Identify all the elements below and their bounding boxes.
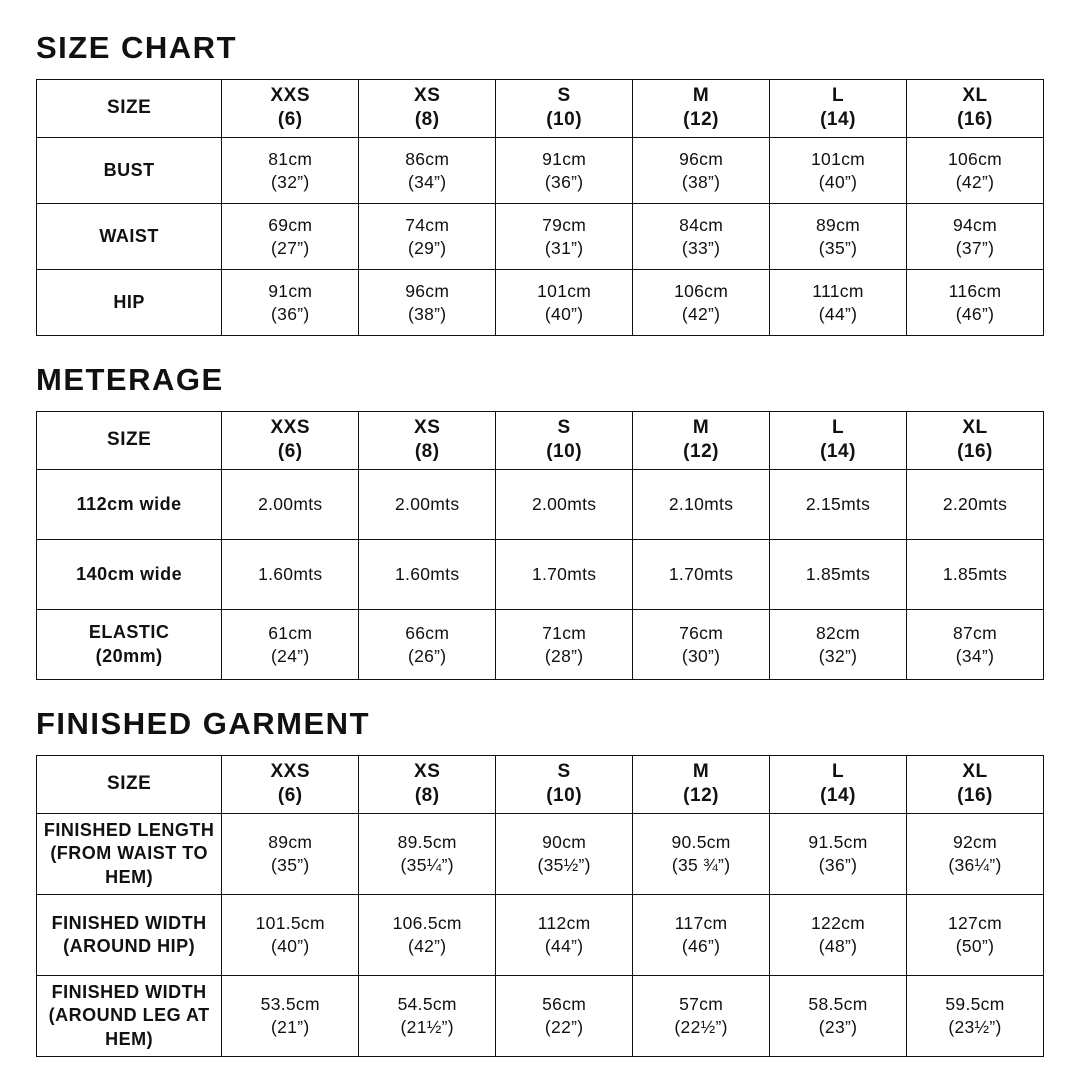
value-text: 111cm: [812, 280, 864, 301]
size-column-header-cell: [496, 411, 633, 469]
row-label-cell: [37, 470, 222, 540]
value-text: (23½”): [948, 1017, 1002, 1038]
value-cell: [496, 138, 633, 204]
value-text: (21½”): [400, 1017, 454, 1038]
value-text: 1.70mts: [531, 564, 597, 585]
size-chart-section: [36, 30, 1044, 336]
size-column-header-cell: [770, 411, 907, 469]
value-cell: [633, 470, 770, 540]
row-label-cell: [37, 138, 222, 204]
value-cell: [633, 138, 770, 204]
value-text: 53.5cm: [260, 994, 320, 1015]
value-text: (27”): [271, 237, 310, 258]
value-cell: [770, 814, 907, 895]
value-text: 76cm: [679, 622, 724, 643]
value-text: (50”): [955, 936, 995, 957]
value-cell: [359, 138, 496, 204]
value-text: 57cm: [679, 994, 724, 1015]
size-corner-header-cell: [37, 79, 222, 137]
value-cell: [633, 270, 770, 336]
value-text: (46”): [681, 936, 721, 957]
header-text: L: [831, 416, 845, 438]
size-column-header-cell: [359, 79, 496, 137]
header-row: [37, 755, 1044, 813]
value-text: (32”): [271, 171, 310, 192]
header-text: (14): [820, 785, 856, 807]
size-column-header-cell: [496, 755, 633, 813]
value-text: 89.5cm: [397, 832, 457, 853]
finished-garment-table: [36, 755, 1044, 1057]
value-text: (35”): [818, 237, 858, 258]
value-cell: [906, 895, 1043, 976]
value-text: 58.5cm: [808, 994, 868, 1015]
value-cell: [222, 976, 359, 1057]
header-text: SIZE: [107, 429, 152, 450]
value-text: (40”): [544, 303, 584, 324]
header-text: (10): [546, 785, 583, 807]
value-text: (26”): [407, 645, 447, 666]
value-cell: [359, 204, 496, 270]
value-text: (38”): [681, 171, 721, 192]
value-text: 1.85mts: [942, 564, 1008, 585]
size-chart-table: [36, 79, 1044, 336]
table-row: [37, 895, 1044, 976]
row-label-cell: [37, 895, 222, 976]
value-text: 106cm: [674, 280, 729, 301]
value-cell: [770, 270, 907, 336]
header-text: S: [557, 84, 571, 106]
size-column-header-cell: [633, 79, 770, 137]
value-text: 84cm: [679, 214, 724, 235]
size-column-header-cell: [222, 755, 359, 813]
value-cell: [906, 610, 1043, 680]
value-text: 101cm: [811, 148, 866, 169]
value-cell: [222, 814, 359, 895]
header-text: (6): [277, 441, 303, 463]
value-text: 2.15mts: [805, 494, 871, 515]
value-text: 117cm: [674, 913, 728, 934]
row-label-text: BUST: [103, 159, 155, 180]
value-text: 82cm: [816, 622, 861, 643]
value-text: (46”): [955, 303, 995, 324]
row-label-cell: [37, 204, 222, 270]
value-text: 74cm: [405, 214, 450, 235]
table-row: [37, 610, 1044, 680]
value-cell: [496, 540, 633, 610]
value-cell: [222, 540, 359, 610]
header-text: (10): [546, 109, 583, 131]
header-text: (12): [683, 441, 719, 463]
value-text: 2.20mts: [942, 494, 1008, 515]
row-label-cell: [37, 540, 222, 610]
value-text: 106.5cm: [392, 913, 462, 934]
meterage-table: [36, 411, 1044, 680]
header-text: (10): [546, 441, 583, 463]
header-row: [37, 411, 1044, 469]
value-cell: [496, 895, 633, 976]
value-text: (40”): [271, 936, 310, 957]
value-text: 69cm: [268, 214, 313, 235]
value-cell: [906, 470, 1043, 540]
header-text: M: [692, 760, 710, 782]
header-text: XXS: [270, 84, 311, 106]
finished-garment-title: FINISHED GARMENT: [36, 706, 370, 742]
value-text: 2.00mts: [395, 494, 460, 515]
header-text: (14): [820, 109, 856, 131]
value-cell: [770, 204, 907, 270]
value-text: (48”): [818, 936, 858, 957]
value-text: 91cm: [268, 280, 313, 301]
size-column-header-cell: [770, 79, 907, 137]
row-label-cell: [37, 976, 222, 1057]
value-text: (32”): [818, 645, 858, 666]
value-text: (35½”): [537, 855, 591, 876]
row-label-text: (20mm): [95, 645, 163, 666]
value-cell: [906, 204, 1043, 270]
value-text: 66cm: [405, 622, 450, 643]
header-text: XXS: [270, 760, 311, 782]
value-text: (21”): [271, 1017, 310, 1038]
header-text: L: [831, 760, 845, 782]
row-label-text: ELASTIC: [88, 622, 170, 643]
header-text: M: [692, 84, 710, 106]
value-text: 56cm: [542, 994, 587, 1015]
value-cell: [496, 470, 633, 540]
value-text: 87cm: [952, 622, 997, 643]
value-text: 91.5cm: [808, 832, 868, 853]
header-text: (12): [683, 109, 719, 131]
size-corner-header-cell: [37, 755, 222, 813]
value-cell: [222, 204, 359, 270]
value-text: (35¼”): [400, 855, 454, 876]
size-column-header-cell: [359, 755, 496, 813]
value-text: 59.5cm: [945, 994, 1005, 1015]
size-column-header-cell: [633, 755, 770, 813]
header-text: (16): [957, 109, 993, 131]
value-text: (23”): [818, 1017, 858, 1038]
header-text: (8): [414, 109, 440, 131]
value-cell: [496, 814, 633, 895]
value-text: (44”): [818, 303, 858, 324]
header-text: XS: [414, 760, 441, 782]
value-text: (24”): [271, 645, 310, 666]
row-label-text: (AROUND LEG AT HEM): [48, 1005, 210, 1049]
value-text: 92cm: [952, 832, 997, 853]
value-text: (36”): [818, 855, 858, 876]
value-cell: [633, 204, 770, 270]
value-text: (34”): [955, 645, 995, 666]
row-label-text: 140cm wide: [76, 563, 183, 584]
row-label-text: FINISHED WIDTH: [51, 981, 207, 1002]
value-text: 122cm: [811, 913, 866, 934]
value-text: (33”): [681, 237, 721, 258]
value-cell: [359, 976, 496, 1057]
header-row: [37, 79, 1044, 137]
meterage-section: [36, 362, 1044, 680]
value-cell: [222, 470, 359, 540]
header-text: XL: [962, 84, 988, 106]
header-text: (6): [277, 785, 303, 807]
table-row: [37, 814, 1044, 895]
size-column-header-cell: [906, 411, 1043, 469]
size-column-header-cell: [496, 79, 633, 137]
value-cell: [633, 814, 770, 895]
size-column-header-cell: [222, 79, 359, 137]
row-label-text: 112cm wide: [76, 493, 182, 514]
header-text: (12): [683, 785, 719, 807]
value-text: (42”): [681, 303, 721, 324]
value-cell: [770, 470, 907, 540]
table-row: [37, 540, 1044, 610]
value-text: 94cm: [952, 214, 997, 235]
header-text: (6): [277, 109, 303, 131]
size-column-header-cell: [770, 755, 907, 813]
value-cell: [906, 138, 1043, 204]
value-cell: [496, 976, 633, 1057]
header-text: XS: [414, 84, 441, 106]
value-text: 106cm: [947, 148, 1002, 169]
value-cell: [496, 204, 633, 270]
value-text: 90.5cm: [671, 832, 731, 853]
header-text: XXS: [270, 416, 311, 438]
row-label-cell: [37, 610, 222, 680]
header-text: SIZE: [107, 773, 152, 795]
value-text: 54.5cm: [397, 994, 457, 1015]
value-text: 127cm: [947, 913, 1002, 934]
value-text: 86cm: [405, 148, 450, 169]
value-text: (29”): [407, 237, 447, 258]
header-text: M: [692, 416, 710, 438]
value-text: 91cm: [542, 148, 587, 169]
value-cell: [906, 976, 1043, 1057]
value-cell: [359, 814, 496, 895]
value-text: 89cm: [268, 832, 313, 853]
value-text: 96cm: [679, 148, 724, 169]
value-text: 1.85mts: [805, 564, 871, 585]
row-label-text: (AROUND HIP): [63, 936, 196, 957]
value-text: (22½”): [674, 1017, 728, 1038]
size-column-header-cell: [222, 411, 359, 469]
size-corner-header-cell: [37, 411, 222, 469]
value-text: 79cm: [542, 214, 587, 235]
value-text: (30”): [681, 645, 721, 666]
size-column-header-cell: [359, 411, 496, 469]
header-text: (16): [957, 441, 993, 463]
value-text: 2.00mts: [258, 494, 323, 515]
value-cell: [633, 895, 770, 976]
value-cell: [222, 270, 359, 336]
value-text: 1.70mts: [668, 564, 734, 585]
header-text: (8): [414, 441, 440, 463]
value-cell: [633, 610, 770, 680]
value-text: 89cm: [816, 214, 861, 235]
value-cell: [359, 470, 496, 540]
value-text: (36¼”): [948, 855, 1002, 876]
value-text: (44”): [544, 936, 584, 957]
size-column-header-cell: [906, 79, 1043, 137]
size-column-header-cell: [906, 755, 1043, 813]
size-chart-title: SIZE CHART: [36, 30, 237, 65]
row-label-text: HIP: [113, 291, 145, 312]
value-cell: [770, 895, 907, 976]
row-label-text: (FROM WAIST TO HEM): [50, 843, 208, 887]
header-text: L: [831, 84, 845, 106]
value-text: 71cm: [542, 622, 587, 643]
finished-garment-section: [36, 706, 1044, 1057]
value-text: 81cm: [268, 148, 313, 169]
value-cell: [222, 610, 359, 680]
value-cell: [770, 976, 907, 1057]
value-text: (34”): [407, 171, 447, 192]
header-text: XS: [414, 416, 441, 438]
value-text: (42”): [955, 171, 995, 192]
value-text: (28”): [544, 645, 584, 666]
value-text: 101.5cm: [255, 913, 325, 934]
value-text: 112cm: [537, 913, 591, 934]
value-text: (36”): [544, 171, 584, 192]
value-text: 96cm: [405, 280, 450, 301]
row-label-cell: [37, 814, 222, 895]
value-text: (37”): [955, 237, 995, 258]
value-text: (31”): [544, 237, 584, 258]
value-text: 2.00mts: [531, 494, 597, 515]
value-cell: [359, 540, 496, 610]
value-cell: [359, 270, 496, 336]
header-text: XL: [962, 416, 988, 438]
value-cell: [770, 540, 907, 610]
value-cell: [359, 895, 496, 976]
value-text: 116cm: [948, 280, 1002, 301]
value-cell: [222, 895, 359, 976]
value-text: 61cm: [268, 622, 313, 643]
row-label-text: FINISHED WIDTH: [51, 912, 207, 933]
value-cell: [906, 540, 1043, 610]
value-text: (22”): [544, 1017, 584, 1038]
table-row: [37, 976, 1044, 1057]
header-text: S: [557, 760, 571, 782]
value-text: (36”): [271, 303, 310, 324]
value-text: 2.10mts: [668, 494, 734, 515]
value-text: (35”): [271, 855, 310, 876]
value-cell: [770, 138, 907, 204]
row-label-cell: [37, 270, 222, 336]
header-text: (14): [820, 441, 856, 463]
table-row: [37, 270, 1044, 336]
value-cell: [906, 814, 1043, 895]
value-text: (42”): [407, 936, 447, 957]
value-cell: [633, 540, 770, 610]
size-column-header-cell: [633, 411, 770, 469]
value-text: (40”): [818, 171, 858, 192]
value-cell: [906, 270, 1043, 336]
value-cell: [359, 610, 496, 680]
header-text: SIZE: [107, 96, 152, 118]
table-row: [37, 138, 1044, 204]
value-text: (38”): [407, 303, 447, 324]
header-text: S: [557, 416, 571, 438]
value-text: 90cm: [542, 832, 587, 853]
value-cell: [496, 610, 633, 680]
value-cell: [222, 138, 359, 204]
value-text: 1.60mts: [395, 564, 460, 585]
row-label-text: WAIST: [99, 225, 159, 246]
value-cell: [770, 610, 907, 680]
value-text: 101cm: [537, 280, 592, 301]
header-text: (16): [957, 785, 993, 807]
value-cell: [496, 270, 633, 336]
header-text: XL: [962, 760, 988, 782]
table-row: [37, 204, 1044, 270]
value-text: (35 ¾”): [671, 855, 731, 876]
meterage-title: METERAGE: [36, 362, 224, 398]
header-text: (8): [414, 785, 440, 807]
table-row: [37, 470, 1044, 540]
value-text: 1.60mts: [258, 564, 323, 585]
row-label-text: FINISHED LENGTH: [43, 819, 215, 840]
value-cell: [633, 976, 770, 1057]
